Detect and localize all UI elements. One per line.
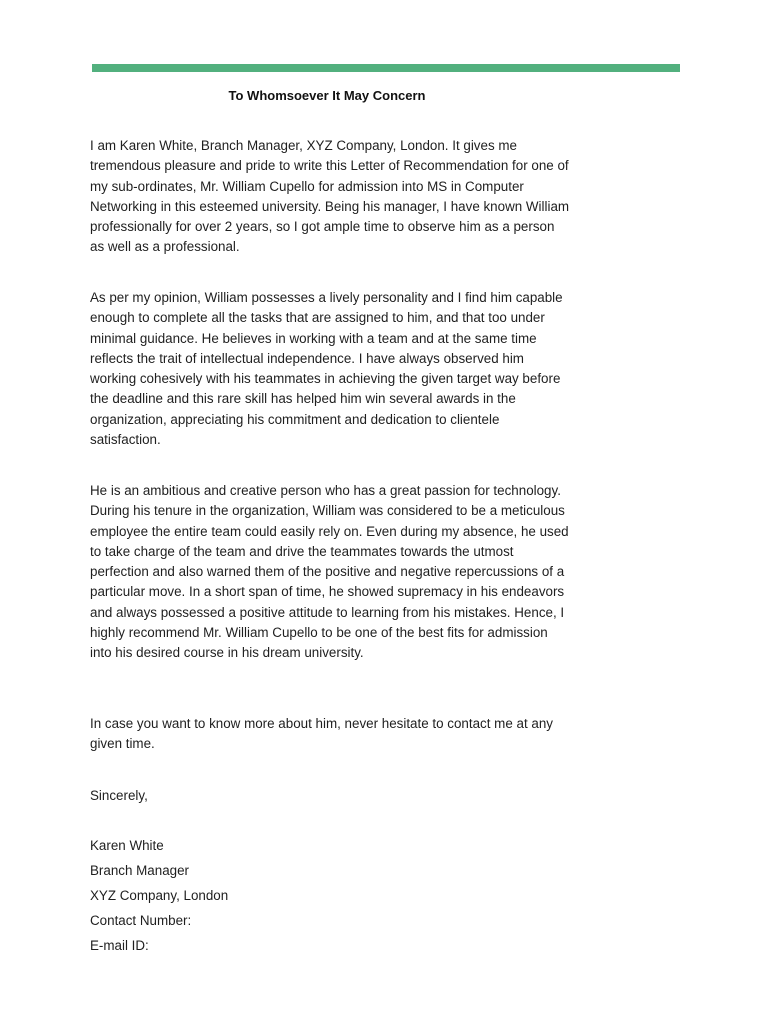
signature-name: Karen White (90, 838, 164, 853)
letter-title: To Whomsoever It May Concern (228, 88, 426, 103)
paragraph-recommendation: He is an ambitious and creative person who has a great passion for technology. During his tenure in the organization, William was considered to be a meticulous employee the entire team could easily rely on. Even during my absence, he used to take charge of the team and drive the teammates towards the utmost perfection and also warned them of the positive and negative repercussions of a particular move. In a short span of time, he showed supremacy in his endeavors and always possessed a positive attitude to learning from his mistakes. Hence, I highly recommend Mr. William Cupello to be one of the best fits for admission into his desired course in his dream university. (90, 483, 569, 661)
signature-contact-number: Contact Number: (90, 913, 192, 928)
signature-email: E-mail ID: (90, 938, 149, 953)
paragraph-contact-offer: In case you want to know more about him, never hesitate to contact me at any given time. (90, 716, 553, 752)
header-accent-bar (92, 64, 680, 72)
signature-role: Branch Manager (90, 863, 189, 878)
paragraph-introduction: I am Karen White, Branch Manager, XYZ Company, London. It gives me tremendous pleasure and pride to write this Letter of Recommendation for one of my sub-ordinates, Mr. William Cupello for admission into MS in Computer Networking in this esteemed university. Being his manager, I have known William professionally for over 2 years, so I got ample time to observe him as a person as well as a professional. (90, 138, 570, 255)
paragraph-personality: As per my opinion, William possesses a lively personality and I find him capable enough to complete all the tasks that are assigned to him, and that too under minimal guidance. He believes in working with a team and at the same time reflects the trait of intellectual independence. I have always observed him working cohesively with his teammates in achieving the given target way before the deadline and this rare skill has helped him win several awards in the organization, appreciating his commitment and dedication to clientele satisfaction. (90, 290, 563, 448)
closing-salutation: Sincerely, (90, 788, 148, 803)
signature-company: XYZ Company, London (90, 888, 229, 903)
